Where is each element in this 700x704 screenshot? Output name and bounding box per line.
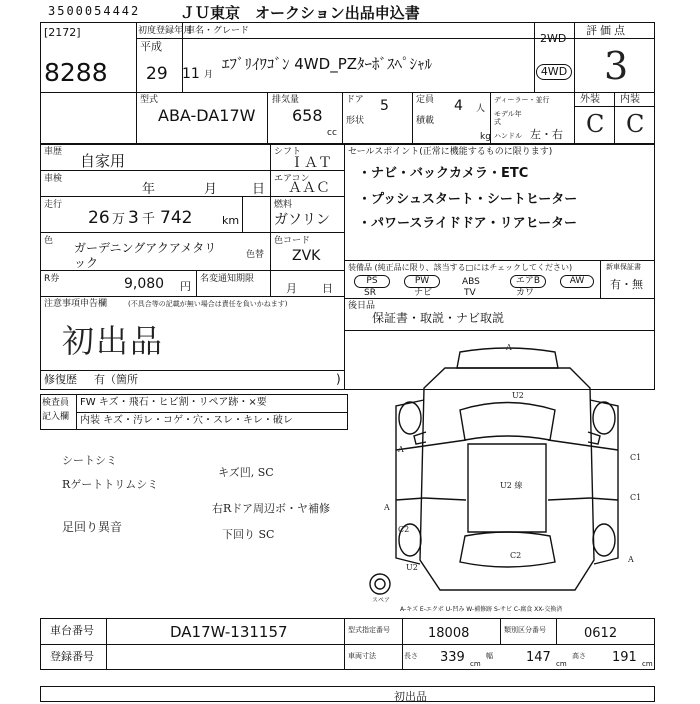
recycle-label: R券 <box>44 274 60 284</box>
inspection-day: 日 <box>252 182 266 197</box>
dealer-label: ディーラー・並行 <box>494 96 550 104</box>
warranty-label: 新車保証書 <box>606 263 641 271</box>
color-change-label: 色替 <box>246 250 265 260</box>
drive-4wd: 4WD <box>536 64 572 80</box>
diagram-mark-front: A <box>506 343 512 352</box>
class-label: 類別区分番号 <box>504 626 546 634</box>
sales-point-2: ・プッシュスタート・シートヒーター <box>358 192 578 207</box>
inspector-note-1: シートシミ <box>62 454 117 467</box>
diagram-mark-rear: C2 <box>510 551 522 560</box>
inspector-note-2: Rゲートトリムシミ <box>62 478 159 491</box>
diagram-mark-right-rear: A <box>628 555 634 564</box>
interior-label: 内装 <box>620 94 640 105</box>
length-unit: cm <box>470 660 481 668</box>
displacement-label: 排気量 <box>272 95 300 105</box>
name-change-label: 名変通知期限 <box>200 274 255 284</box>
inspection-year: 年 <box>142 182 156 197</box>
diagram-mark-left-front: A <box>398 445 404 454</box>
inspection-month: 月 <box>204 182 218 197</box>
grade-label: 評価点 <box>586 24 628 37</box>
mileage-sen: 3 <box>128 208 139 228</box>
aircon-label: エアコン <box>274 174 310 184</box>
exterior-grade: C <box>586 110 605 138</box>
height-value: 191 <box>612 650 637 665</box>
inspector-row-1: FW キズ・飛石・ヒビ割・リペア跡・×要 <box>80 397 267 408</box>
car-name-label: 車名・グレード <box>186 26 250 36</box>
grade-value: 3 <box>604 44 629 88</box>
sales-point-1: ・ナビ・バックカメラ・ETC <box>358 166 529 181</box>
mileage-rest: 742 <box>160 208 193 228</box>
width-unit: cm <box>556 660 567 668</box>
capacity-label: 定員 <box>416 95 435 105</box>
equip-airbag: エアB <box>510 275 546 288</box>
equip-pw: PW <box>404 275 440 288</box>
diagram-mark-right-front: C1 <box>630 453 642 462</box>
length-value: 339 <box>440 650 465 665</box>
notes-sublabel: (不具合等の記載が無い場合は責任を負いかねます) <box>128 300 288 308</box>
class-value: 0612 <box>584 626 618 641</box>
inspector-note-4: 右Rドア周辺ボ・ヤ補修 <box>212 502 330 515</box>
equip-ps: PS <box>354 275 390 288</box>
registration-number-label: 登録番号 <box>50 650 94 663</box>
diagram-mark-left-mid: A <box>384 503 390 512</box>
width-value: 147 <box>526 650 551 665</box>
diagram-mark-right-mid: C1 <box>630 493 642 502</box>
doors-label: ドア <box>346 95 364 105</box>
color-code: ZVK <box>292 248 321 264</box>
type-designation-label: 型式指定番号 <box>348 626 390 634</box>
shift-label: シフト <box>274 147 302 157</box>
height-unit: cm <box>642 660 653 668</box>
barcode-digits: 3500054442 <box>48 4 141 18</box>
lot-code: [2172] <box>44 26 81 39</box>
notes-handwritten: 初出品 <box>62 322 165 360</box>
model-label: 型式 <box>140 95 159 105</box>
diagram-mark-left-rear-2: U2 <box>406 563 418 572</box>
displacement-unit: cc <box>327 128 337 138</box>
equip-sr: SR <box>364 288 376 298</box>
accessories-value: 保証書・取説・ナビ取説 <box>372 311 505 325</box>
lot-number: 8288 <box>44 58 108 87</box>
footer-mark: 初出品 <box>394 690 427 703</box>
color-value-line2: ック <box>74 256 99 270</box>
chassis-label: 車台番号 <box>50 624 94 637</box>
capacity-value: 4 <box>454 98 463 114</box>
repair-value: 有（箇所 <box>94 373 138 386</box>
vehicle-damage-diagram <box>360 340 655 610</box>
exterior-label: 外装 <box>580 94 600 105</box>
mileage-man-unit: 万 <box>112 212 126 227</box>
sales-point-3: ・パワースライドドア・リアヒーター <box>358 216 578 231</box>
usage-label: 車歴 <box>44 147 63 157</box>
registration-month-unit: 月 <box>204 70 214 80</box>
mileage-sen-unit: 千 <box>142 212 156 227</box>
load-label: 積載 <box>416 116 435 126</box>
load-unit: kg <box>480 132 491 142</box>
recycle-value: 9,080 <box>124 276 165 292</box>
diagram-mark-roof-front: U2 <box>512 391 524 400</box>
drive-2wd: 2WD <box>540 32 567 45</box>
shape-label: 形状 <box>346 116 365 126</box>
mileage-label: 走行 <box>44 200 63 210</box>
inspector-label-2: 記入欄 <box>42 412 70 422</box>
diagram-legend: A-キズ E-エクボ U-凹み W-補修跡 S-サビ C-腐食 XX-交換済 <box>400 606 563 613</box>
inspector-note-6: 足回り異音 <box>62 520 123 534</box>
equipment-label: 装備品 (純正品に限り、該当する□にはチェックしてください) <box>348 263 573 272</box>
interior-grade: C <box>626 110 645 138</box>
car-name: ｴﾌﾞﾘｲﾜｺﾞﾝ 4WD_PZﾀｰﾎﾞｽﾍﾟｼｬﾙ <box>222 55 433 73</box>
registration-month: 11 <box>182 66 200 82</box>
color-code-label: 色コード <box>274 236 311 246</box>
diagram-mark-left-rear: C2 <box>398 525 410 534</box>
diagram-mark-roof: U2 線 <box>500 481 523 490</box>
mileage-unit: km <box>222 214 240 227</box>
registration-era: 平成 <box>140 40 162 53</box>
fuel-label: 燃料 <box>274 200 293 210</box>
inspector-row-2: 内装 キズ・汚レ・コゲ・穴・スレ・キレ・破レ <box>80 415 293 426</box>
capacity-unit: 人 <box>476 104 486 114</box>
equip-leather: カワ <box>516 288 535 298</box>
displacement-value: 658 <box>292 106 323 125</box>
fuel-value: ガソリン <box>274 212 330 228</box>
equip-aw: AW <box>560 275 594 288</box>
height-label: 高さ <box>572 652 586 660</box>
equip-abs: ABS <box>462 277 480 287</box>
diagram-spare-label: スペア <box>372 597 391 604</box>
name-change-month: 月 <box>286 282 297 295</box>
shift-value: ＩＡＴ <box>290 155 332 171</box>
length-label: 長さ <box>404 652 418 660</box>
equip-tv: TV <box>464 288 476 298</box>
sales-points-label: セールスポイント(正常に機能するものに限ります) <box>348 147 553 157</box>
registration-year: 29 <box>146 64 168 84</box>
inspector-label-1: 検査員 <box>42 398 70 408</box>
warranty-value: 有・無 <box>610 278 643 291</box>
equip-navi: ナビ <box>414 288 433 298</box>
color-value-line1: ガーデニングアクアメタリ <box>74 241 217 255</box>
doors-value: 5 <box>380 98 389 114</box>
mileage-man: 26 <box>88 208 110 228</box>
chassis-value: DA17W-131157 <box>170 623 288 641</box>
recycle-unit: 円 <box>180 280 191 293</box>
inspector-note-3: キズ凹, SC <box>218 466 274 479</box>
registration-label: 初度登録年月 <box>138 26 193 36</box>
notes-label: 注意事項申告欄 <box>44 299 108 309</box>
model-value: ABA-DA17W <box>158 106 256 125</box>
inspection-label: 車検 <box>44 174 63 184</box>
color-label: 色 <box>44 236 54 246</box>
repair-label: 修復歴 <box>44 373 77 386</box>
accessories-label: 後日品 <box>348 301 376 311</box>
model-year-label: モデル年式 <box>494 110 522 126</box>
handle-value: 左・右 <box>530 128 563 141</box>
name-change-day: 日 <box>322 282 333 295</box>
usage-value: 自家用 <box>80 152 126 170</box>
width-label: 幅 <box>486 652 493 660</box>
type-designation-value: 18008 <box>428 626 470 641</box>
form-title: ＪＵ東京 オークション出品申込書 <box>180 4 420 22</box>
inspector-note-5: 下回り SC <box>222 528 275 541</box>
handle-label: ハンドル <box>494 132 522 140</box>
aircon-value: ＡＡＣ <box>288 180 330 196</box>
dimensions-label: 車両寸法 <box>348 652 376 660</box>
